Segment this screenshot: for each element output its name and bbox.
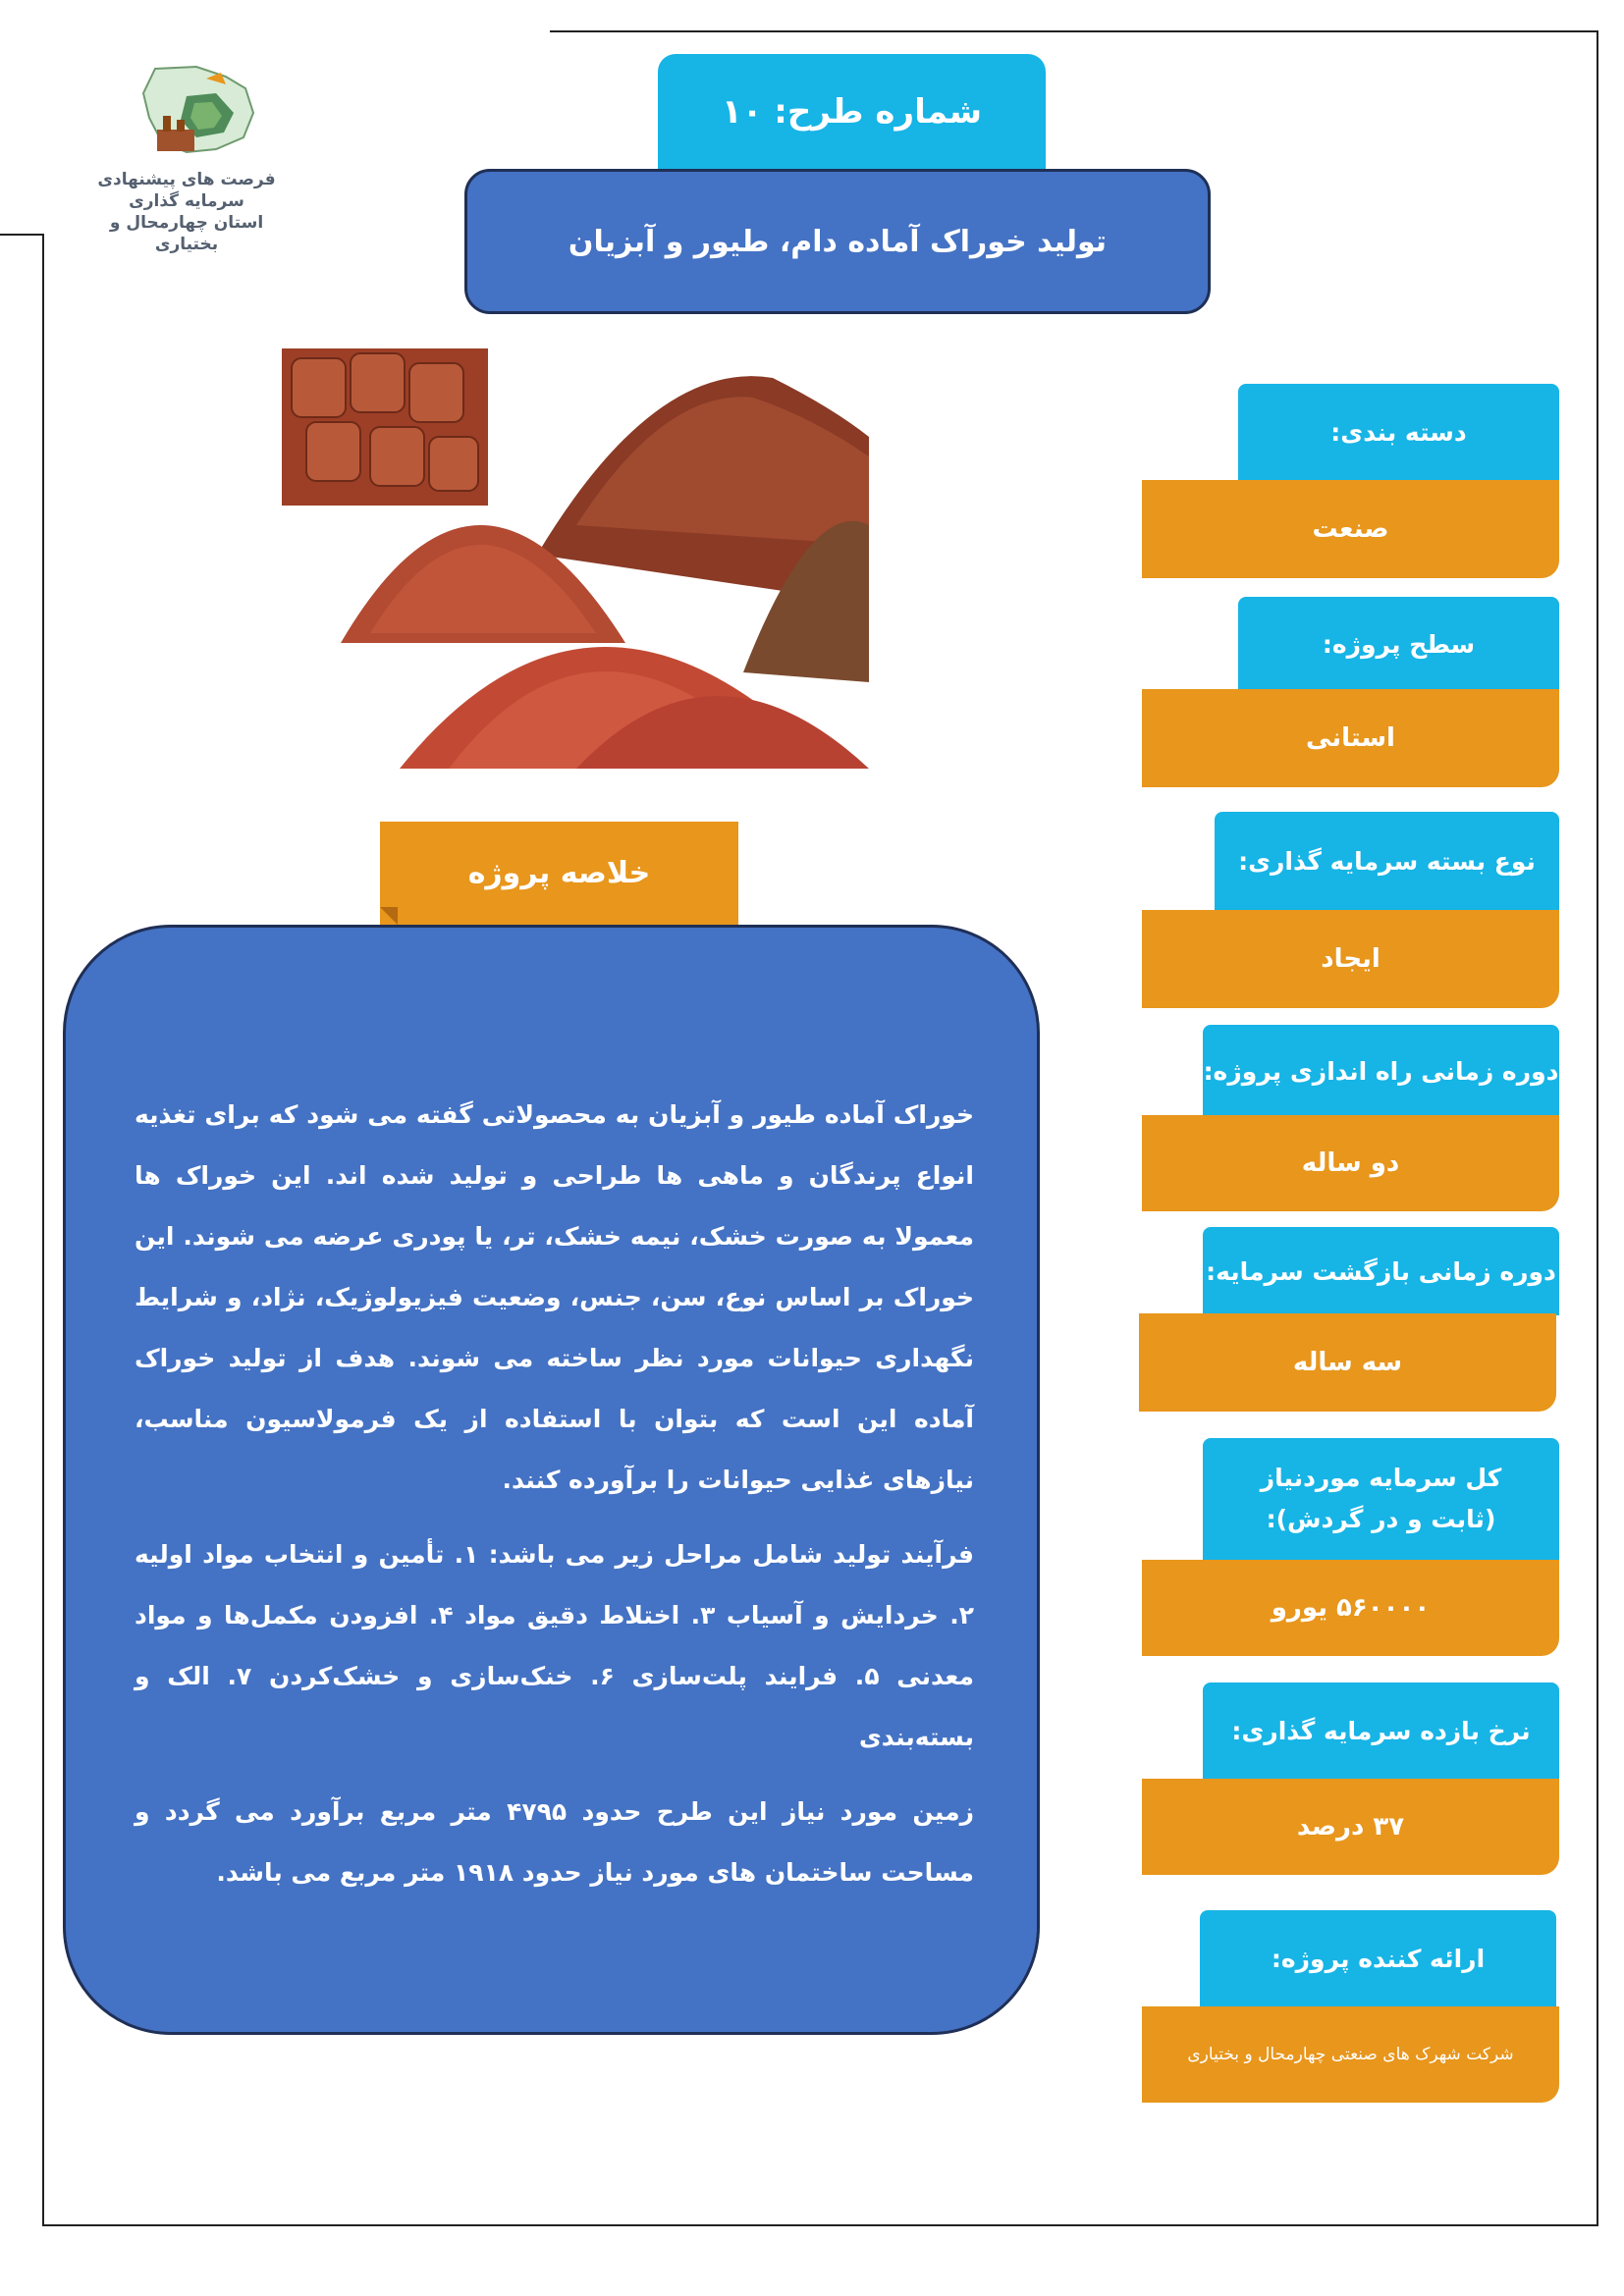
summary-heading: خلاصه پروژه bbox=[380, 822, 738, 925]
summary-paragraph-3: زمین مورد نیاز این طرح حدود ۴۷۹۵ متر مربع برآورد می گردد و مساحت ساختمان های مورد نیاز حدود ۱۹۱۸ متر مربع می باشد. bbox=[135, 1797, 974, 1887]
detail-value-total-capital: ۵۶۰۰۰۰ یورو bbox=[1142, 1560, 1559, 1656]
detail-label-level: سطح پروژه: bbox=[1238, 597, 1559, 691]
logo-line-3: استان چهارمحال و بختیاری bbox=[109, 213, 264, 254]
detail-label-total-capital: کل سرمایه موردنیاز (ثابت و در گردش): bbox=[1203, 1438, 1559, 1560]
detail-value-level: استانی bbox=[1142, 689, 1559, 787]
detail-value-investment-type: ایجاد bbox=[1142, 910, 1559, 1008]
frame-left-stub bbox=[0, 234, 44, 236]
summary-box bbox=[63, 925, 1040, 2035]
detail-label-investment-type: نوع بسته سرمایه گذاری: bbox=[1215, 812, 1559, 910]
detail-value-roi: ۳۷ درصد bbox=[1142, 1779, 1559, 1875]
logo-line-2: سرمایه گذاری bbox=[129, 191, 244, 211]
summary-heading-fold bbox=[380, 907, 398, 925]
summary-body bbox=[135, 1085, 974, 1917]
plan-title: تولید خوراک آماده دام، طیور و آبزیان bbox=[464, 169, 1211, 314]
detail-label-payback-period: دوره زمانی بازگشت سرمایه: bbox=[1203, 1227, 1559, 1315]
summary-paragraph-1: خوراک آماده طیور و آبزیان به محصولاتی گفته می شود که برای تغذیه انواع پرندگان و ماهی ها طراحی و تولید شده اند. این خوراک ها معمولا به صورت خشک، نیمه خشک، تر، یا پودری عرضه می شوند. این خوراک بر اساس نوع، سن، جنس، وضعیت فیزیولوژیک، نژاد، و شرایط نگهداری حیوانات مورد نظر ساخته می شوند. هدف از تولید خوراک آماده این است که بتوان با استفاده از یک فرمولاسیون مناسب، نیازهای غذایی حیوانات را برآورده کنند. bbox=[135, 1100, 974, 1494]
logo bbox=[79, 59, 295, 254]
detail-label-category: دسته بندی: bbox=[1238, 384, 1559, 480]
plan-number: شماره طرح: ۱۰ bbox=[658, 54, 1046, 170]
frame-right-line bbox=[1597, 30, 1598, 2226]
summary-paragraph-2: فرآیند تولید شامل مراحل زیر می باشد: ۱. تأمین و انتخاب مواد اولیه ۲. خردایش و آسیاب ۳. اختلاط دقیق مواد ۴. افزودن مکمل‌ها و مواد معدنی ۵. فرایند پلت‌سازی ۶. خنک‌سازی و خشک‌کردن ۷. الک و بسته‌بندی bbox=[135, 1540, 974, 1751]
detail-value-provider: شرکت شهرک های صنعتی چهارمحال و بختیاری bbox=[1142, 2006, 1559, 2103]
detail-label-provider: ارائه کننده پروژه: bbox=[1200, 1910, 1556, 2006]
feed-pellets-photo bbox=[282, 348, 869, 769]
detail-value-category: صنعت bbox=[1142, 480, 1559, 578]
frame-left-line bbox=[42, 234, 44, 2226]
iran-map-logo-icon bbox=[79, 59, 295, 167]
frame-bottom-line bbox=[42, 2224, 1598, 2226]
detail-value-setup-period: دو ساله bbox=[1142, 1115, 1559, 1211]
detail-label-roi: نرخ بازده سرمایه گذاری: bbox=[1203, 1682, 1559, 1779]
detail-label-setup-period: دوره زمانی راه اندازی پروژه: bbox=[1203, 1025, 1559, 1117]
logo-line-1: فرصت های پیشنهادی bbox=[97, 170, 276, 189]
frame-top-line bbox=[550, 30, 1598, 32]
detail-value-payback-period: سه ساله bbox=[1139, 1313, 1556, 1412]
